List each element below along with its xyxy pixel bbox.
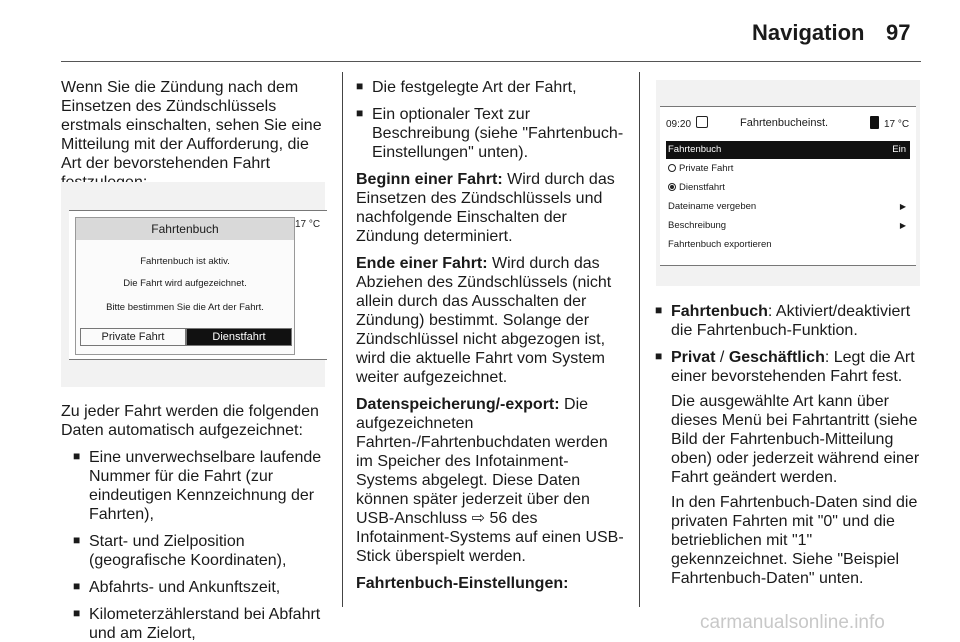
menu-item-label: Dienstfahrt	[679, 182, 725, 193]
menu-item-value: Ein	[892, 144, 906, 155]
settings-heading: Fahrtenbuch-Einstellungen:	[356, 575, 569, 592]
menu-item-label: Private Fahrt	[679, 163, 734, 174]
setting-term: Geschäftlich	[728, 349, 825, 366]
setting-subparagraph: In den Fahrtenbuch-Daten sind die privaten Fahrten mit "0" und die betrieblichen mit "1" gekennzeichnet. Siehe "Beispiel Fahrtenbuch-Daten" unten.	[671, 494, 918, 587]
column-right	[655, 302, 925, 596]
column-divider-1	[342, 72, 343, 607]
menu-item-filename[interactable]	[666, 198, 910, 216]
list-item: ■ Kilometerzählerstand bei Abfahrt und am Zielort,	[73, 605, 329, 642]
intro-paragraph: Wenn Sie die Zündung nach dem Einsetzen des Zündschlüssels erstmals einschalten, sehen Sie eine Mitteilung mit der Aufforderung, die Art der bevorstehenden Fahrt	[61, 79, 322, 172]
trip-end-heading: Ende einer Fahrt:	[356, 255, 488, 272]
list-item: ■ Eine unverwechselbare laufende Nummer für die Fahrt (zur eindeutigen Kennzeichnung der Fahrten),	[73, 448, 329, 524]
trip-start-paragraph	[356, 170, 626, 246]
phone-icon	[870, 116, 879, 129]
temperature-readout: 17 °C	[884, 119, 910, 130]
menu-item-fahrtenbuch[interactable]	[666, 141, 910, 159]
message-line-3: Bitte bestimmen Sie die Art der Fahrt.	[106, 302, 264, 313]
menu-item-description[interactable]	[666, 217, 910, 235]
term-separator: /	[715, 349, 729, 366]
data-export-paragraph	[356, 395, 626, 566]
settings-title: Fahrtenbucheinst.	[740, 117, 829, 129]
trip-data-list	[356, 78, 626, 162]
list-item: ■ Die festgelegte Art der Fahrt,	[356, 78, 626, 97]
message-title: Fahrtenbuch	[76, 218, 294, 240]
list-item: ■ Abfahrts- und Ankunftszeit,	[73, 578, 329, 597]
header-rule	[61, 61, 921, 62]
list-item	[655, 348, 925, 588]
watermark: carmanualsonline.info	[700, 612, 885, 633]
screenshot-fahrtenbuch-message	[61, 182, 325, 387]
menu-item-label: Dateiname vergeben	[668, 201, 757, 212]
trip-end-paragraph	[356, 254, 626, 387]
setting-text: : Legt die Art einer bevorstehenden Fahrt fest.	[671, 349, 915, 385]
menu-item-label: Beschreibung	[668, 220, 727, 231]
message-line-1: Fahrtenbuch ist aktiv.	[140, 256, 230, 267]
arrow-right-icon: ▶	[899, 202, 906, 211]
business-trip-button[interactable]: Dienstfahrt	[186, 328, 292, 346]
temperature-readout: 17 °C	[295, 219, 321, 230]
message-line-2: Die Fahrt wird aufgezeichnet.	[123, 278, 247, 289]
data-export-text: Die aufgezeichneten Fahrten-/Fahrtenbuchdaten werden im Speicher des Infotainment-Systems abgelegt. Diese Daten können später jederzeit über den USB-Anschluss ⇨ 56 des Infotainment-Systems auf einen USB-Stick überspielt werden.	[356, 396, 624, 565]
settings-list	[655, 302, 925, 588]
status-bar	[660, 107, 916, 139]
menu-item-private-trip[interactable]	[666, 160, 910, 178]
screenshot-fahrtenbuch-settings	[656, 80, 920, 286]
settings-heading-paragraph	[356, 574, 626, 593]
trip-end-text: Wird durch das Abziehen des Zündschlüssels (nicht allein durch das Ausschalten der Zündung) bestimmt. Solange der Zündschlüssel nicht abgezogen ist, wird die aktuelle Fahrt vom System weiter aufgezeichnet.	[356, 255, 612, 386]
trip-start-text: Wird durch das Einsetzen des Zündschlüssels und nachfolgende Einschalten der Zündung determiniert.	[356, 171, 615, 245]
radio-off-icon	[668, 164, 676, 172]
trip-type-buttons	[80, 328, 292, 346]
display-frame	[69, 210, 327, 360]
setting-term: Privat	[671, 349, 716, 366]
menu-item-label: Fahrtenbuch	[668, 144, 722, 155]
menu-item-export[interactable]	[666, 236, 910, 254]
setting-term: Fahrtenbuch	[671, 303, 768, 320]
arrow-right-icon: ▶	[899, 221, 906, 230]
column-middle	[356, 78, 626, 601]
message-panel	[75, 217, 295, 355]
data-export-heading: Datenspeicherung/-export:	[356, 396, 560, 413]
list-item: ■ Ein optionaler Text zur Beschreibung (siehe "Fahrtenbuch-Einstellungen" unten).	[356, 105, 626, 162]
menu-item-business-trip[interactable]	[666, 179, 910, 197]
setting-text: : Aktiviert/deaktiviert die Fahrtenbuch-Funktion.	[671, 303, 911, 339]
recorded-data-intro: Zu jeder Fahrt werden die folgenden Daten automatisch aufgezeichnet:	[61, 403, 319, 439]
recorded-data-list	[61, 448, 329, 642]
trip-start-heading: Beginn einer Fahrt:	[356, 171, 503, 188]
private-trip-button[interactable]: Private Fahrt	[80, 328, 186, 346]
page-number: 97	[886, 20, 911, 45]
column-left-lower	[61, 402, 329, 642]
menu-item-label: Fahrtenbuch exportieren	[668, 239, 772, 250]
radio-on-icon	[668, 183, 676, 191]
column-divider-2	[639, 72, 640, 607]
clock-time: 09:20	[666, 119, 692, 130]
clock-icon	[696, 116, 708, 128]
page-header-title: Navigation	[752, 20, 865, 45]
list-item: ■ Start- und Zielposition (geografische Koordinaten),	[73, 532, 329, 570]
list-item	[655, 302, 925, 340]
display-frame	[660, 106, 916, 266]
setting-subparagraph: Die ausgewählte Art kann über dieses Menü bei Fahrtantritt (siehe Bild der Fahrtenbuch-Mitteilung oben) oder jederzeit während einer Fahrt geändert werden.	[671, 393, 920, 486]
